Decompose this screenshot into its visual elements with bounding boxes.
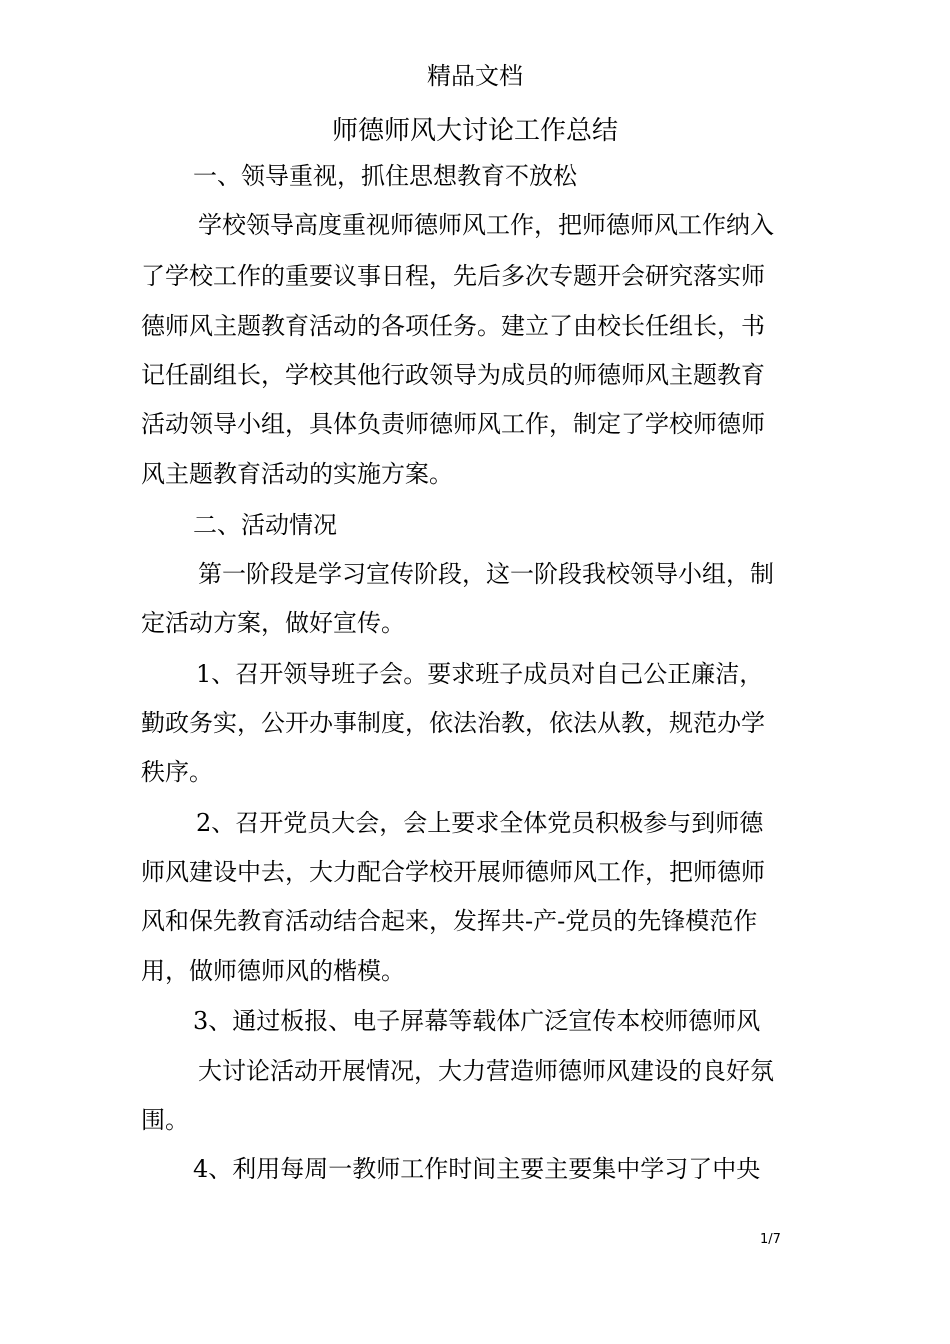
body-line: 记任副组长，学校其他行政领导为成员的师德师风主题教育 <box>141 361 765 389</box>
section-heading-1: 一、领导重视，抓住思想教育不放松 <box>193 162 577 190</box>
body-line: 大讨论活动开展情况，大力营造师德师风建设的良好氛 <box>198 1057 774 1085</box>
list-item-1: 1、召开领导班子会。要求班子成员对自己公正廉洁， <box>196 660 764 688</box>
body-line: 德师风主题教育活动的各项任务。建立了由校长任组长，书 <box>141 312 765 340</box>
body-line: 秩序。 <box>141 758 213 786</box>
body-line: 用，做师德师风的楷模。 <box>141 957 405 985</box>
document-title: 师德师风大讨论工作总结 <box>331 116 618 146</box>
body-line: 围。 <box>141 1106 189 1134</box>
page-number: 1/7 <box>760 1232 781 1247</box>
page-header: 精品文档 <box>427 62 523 90</box>
body-line: 活动领导小组，具体负责师德师风工作，制定了学校师德师 <box>141 410 765 438</box>
body-line: 第一阶段是学习宣传阶段，这一阶段我校领导小组，制 <box>198 560 774 588</box>
section-heading-2: 二、活动情况 <box>193 511 337 539</box>
body-line: 师风建设中去，大力配合学校开展师德师风工作，把师德师 <box>141 858 765 886</box>
body-line: 定活动方案，做好宣传。 <box>141 609 405 637</box>
list-item-4: 4、利用每周一教师工作时间主要主要集中学习了中央 <box>193 1155 761 1183</box>
body-line: 风和保先教育活动结合起来，发挥共-产-党员的先锋模范作 <box>141 907 758 935</box>
body-line: 学校领导高度重视师德师风工作，把师德师风工作纳入 <box>198 211 774 239</box>
body-line: 了学校工作的重要议事日程，先后多次专题开会研究落实师 <box>141 262 765 290</box>
list-item-2: 2、召开党员大会，会上要求全体党员积极参与到师德 <box>196 809 764 837</box>
list-item-3: 3、通过板报、电子屏幕等载体广泛宣传本校师德师风 <box>193 1007 761 1035</box>
body-line: 勤政务实，公开办事制度，依法治教，依法从教，规范办学 <box>141 709 765 737</box>
body-line: 风主题教育活动的实施方案。 <box>141 460 453 488</box>
